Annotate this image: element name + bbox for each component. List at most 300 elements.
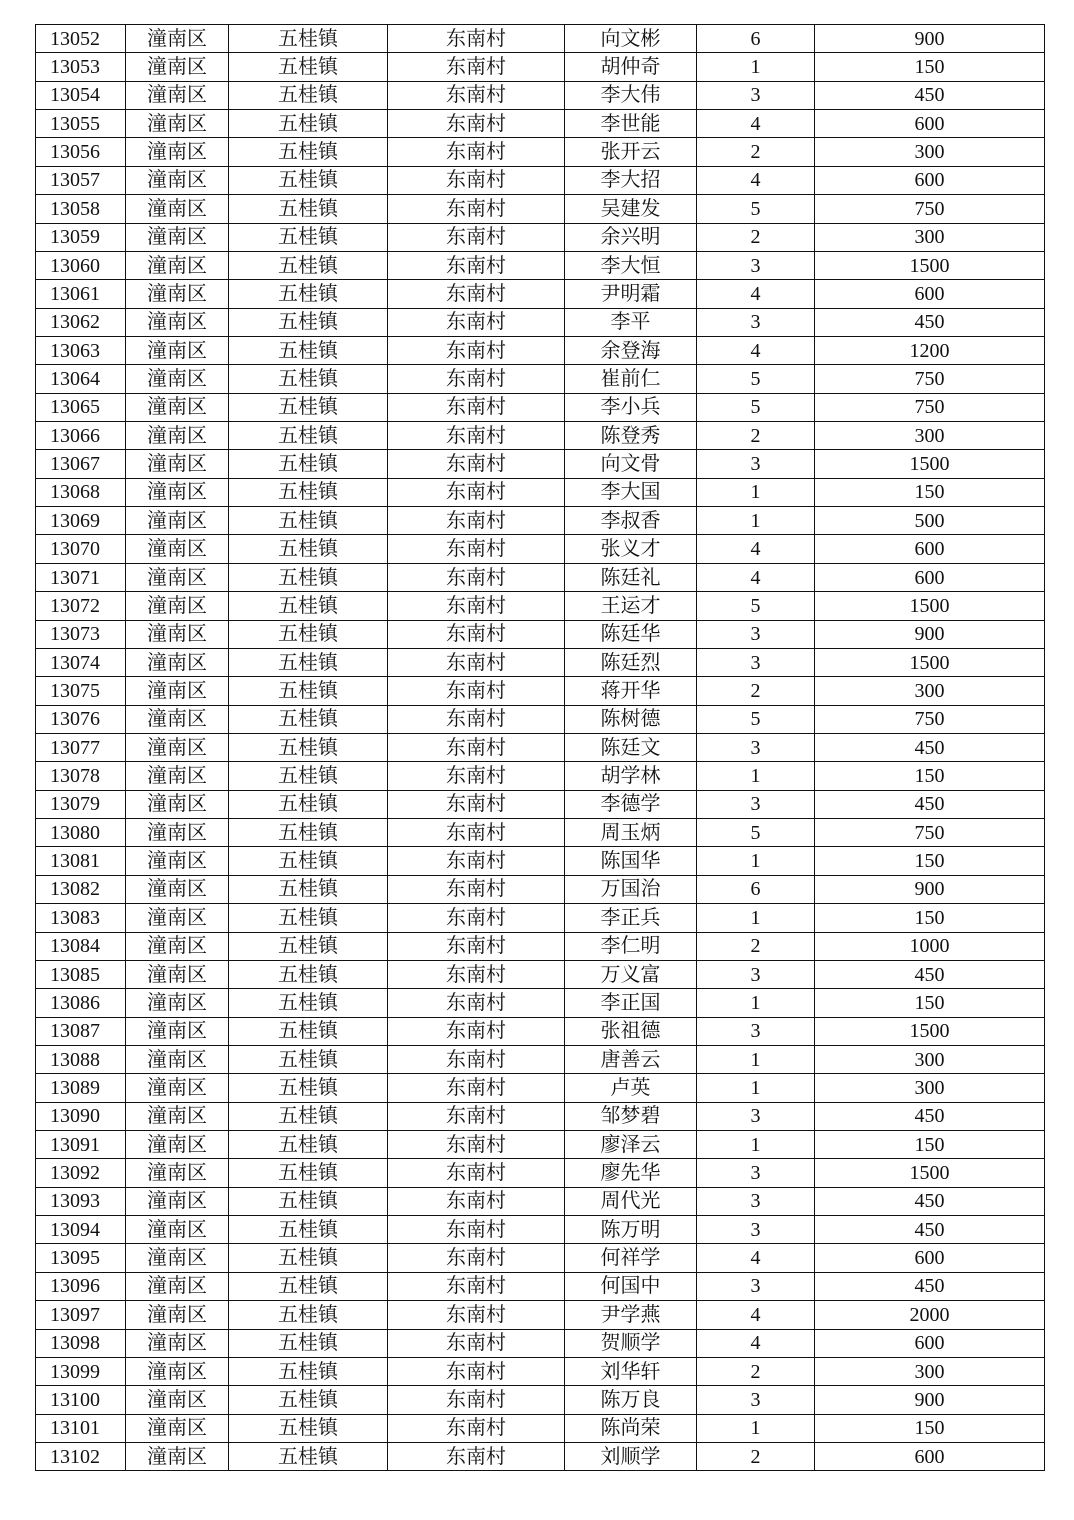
- cell-count: 2: [697, 932, 815, 960]
- cell-village: 东南村: [388, 507, 565, 535]
- cell-town: 五桂镇: [229, 393, 388, 421]
- cell-name: 李世能: [565, 110, 697, 138]
- cell-amount: 1500: [815, 1017, 1045, 1045]
- cell-id: 13085: [36, 960, 126, 988]
- cell-village: 东南村: [388, 166, 565, 194]
- cell-name: 李正国: [565, 989, 697, 1017]
- cell-district: 潼南区: [126, 989, 229, 1017]
- cell-count: 3: [697, 1187, 815, 1215]
- document-page: [35, 24, 1044, 1471]
- cell-village: 东南村: [388, 989, 565, 1017]
- cell-name: 周代光: [565, 1187, 697, 1215]
- cell-town: 五桂镇: [229, 138, 388, 166]
- cell-amount: 600: [815, 1329, 1045, 1357]
- cell-village: 东南村: [388, 478, 565, 506]
- cell-id: 13099: [36, 1357, 126, 1385]
- table-row: [36, 677, 1045, 705]
- cell-town: 五桂镇: [229, 110, 388, 138]
- table-row: [36, 762, 1045, 790]
- cell-count: 5: [697, 705, 815, 733]
- cell-count: 3: [697, 1102, 815, 1130]
- cell-count: 5: [697, 393, 815, 421]
- cell-count: 4: [697, 1301, 815, 1329]
- cell-village: 东南村: [388, 875, 565, 903]
- cell-id: 13084: [36, 932, 126, 960]
- table-row: [36, 1131, 1045, 1159]
- cell-amount: 150: [815, 762, 1045, 790]
- cell-count: 3: [697, 308, 815, 336]
- cell-district: 潼南区: [126, 535, 229, 563]
- cell-amount: 300: [815, 1357, 1045, 1385]
- cell-id: 13079: [36, 790, 126, 818]
- cell-count: 2: [697, 223, 815, 251]
- cell-village: 东南村: [388, 648, 565, 676]
- cell-district: 潼南区: [126, 280, 229, 308]
- cell-id: 13080: [36, 819, 126, 847]
- cell-amount: 1500: [815, 648, 1045, 676]
- cell-district: 潼南区: [126, 1216, 229, 1244]
- cell-town: 五桂镇: [229, 1187, 388, 1215]
- table-row: [36, 1216, 1045, 1244]
- cell-district: 潼南区: [126, 1017, 229, 1045]
- cell-amount: 300: [815, 223, 1045, 251]
- cell-name: 陈登秀: [565, 422, 697, 450]
- table-row: [36, 365, 1045, 393]
- cell-town: 五桂镇: [229, 478, 388, 506]
- cell-id: 13072: [36, 592, 126, 620]
- cell-amount: 2000: [815, 1301, 1045, 1329]
- cell-id: 13055: [36, 110, 126, 138]
- cell-district: 潼南区: [126, 1131, 229, 1159]
- cell-district: 潼南区: [126, 308, 229, 336]
- cell-village: 东南村: [388, 1159, 565, 1187]
- cell-district: 潼南区: [126, 450, 229, 478]
- table-row: [36, 81, 1045, 109]
- cell-town: 五桂镇: [229, 1386, 388, 1414]
- cell-amount: 450: [815, 1272, 1045, 1300]
- cell-id: 13101: [36, 1414, 126, 1442]
- table-row: [36, 280, 1045, 308]
- table-row: [36, 960, 1045, 988]
- cell-town: 五桂镇: [229, 904, 388, 932]
- cell-town: 五桂镇: [229, 1045, 388, 1073]
- cell-town: 五桂镇: [229, 166, 388, 194]
- cell-name: 卢英: [565, 1074, 697, 1102]
- cell-town: 五桂镇: [229, 365, 388, 393]
- cell-village: 东南村: [388, 195, 565, 223]
- cell-id: 13065: [36, 393, 126, 421]
- cell-id: 13061: [36, 280, 126, 308]
- cell-id: 13098: [36, 1329, 126, 1357]
- cell-id: 13082: [36, 875, 126, 903]
- table-row: [36, 308, 1045, 336]
- table-row: [36, 648, 1045, 676]
- cell-count: 5: [697, 819, 815, 847]
- table-row: [36, 705, 1045, 733]
- cell-village: 东南村: [388, 81, 565, 109]
- cell-town: 五桂镇: [229, 847, 388, 875]
- cell-village: 东南村: [388, 1386, 565, 1414]
- cell-town: 五桂镇: [229, 1301, 388, 1329]
- cell-town: 五桂镇: [229, 336, 388, 364]
- cell-town: 五桂镇: [229, 1159, 388, 1187]
- cell-amount: 600: [815, 535, 1045, 563]
- cell-amount: 1000: [815, 932, 1045, 960]
- cell-district: 潼南区: [126, 1414, 229, 1442]
- cell-village: 东南村: [388, 223, 565, 251]
- table-row: [36, 1102, 1045, 1130]
- cell-town: 五桂镇: [229, 1244, 388, 1272]
- cell-village: 东南村: [388, 1301, 565, 1329]
- cell-district: 潼南区: [126, 1386, 229, 1414]
- cell-id: 13093: [36, 1187, 126, 1215]
- cell-amount: 500: [815, 507, 1045, 535]
- cell-id: 13054: [36, 81, 126, 109]
- cell-village: 东南村: [388, 904, 565, 932]
- cell-town: 五桂镇: [229, 81, 388, 109]
- cell-district: 潼南区: [126, 733, 229, 761]
- cell-amount: 450: [815, 733, 1045, 761]
- cell-id: 13060: [36, 251, 126, 279]
- table-row: [36, 904, 1045, 932]
- cell-name: 向文骨: [565, 450, 697, 478]
- cell-name: 李仁明: [565, 932, 697, 960]
- cell-name: 陈万明: [565, 1216, 697, 1244]
- cell-village: 东南村: [388, 110, 565, 138]
- cell-village: 东南村: [388, 960, 565, 988]
- cell-id: 13076: [36, 705, 126, 733]
- table-row: [36, 25, 1045, 53]
- cell-district: 潼南区: [126, 336, 229, 364]
- cell-name: 陈廷华: [565, 620, 697, 648]
- cell-count: 2: [697, 138, 815, 166]
- cell-count: 6: [697, 25, 815, 53]
- cell-amount: 150: [815, 847, 1045, 875]
- cell-name: 张祖德: [565, 1017, 697, 1045]
- cell-name: 陈廷烈: [565, 648, 697, 676]
- cell-amount: 750: [815, 365, 1045, 393]
- cell-count: 4: [697, 1329, 815, 1357]
- cell-village: 东南村: [388, 251, 565, 279]
- cell-id: 13095: [36, 1244, 126, 1272]
- data-table: [35, 24, 1045, 1471]
- cell-count: 1: [697, 507, 815, 535]
- cell-town: 五桂镇: [229, 733, 388, 761]
- table-row: [36, 1442, 1045, 1470]
- cell-village: 东南村: [388, 790, 565, 818]
- cell-count: 5: [697, 365, 815, 393]
- cell-amount: 750: [815, 195, 1045, 223]
- cell-amount: 750: [815, 705, 1045, 733]
- cell-amount: 450: [815, 81, 1045, 109]
- cell-village: 东南村: [388, 1216, 565, 1244]
- cell-name: 李小兵: [565, 393, 697, 421]
- cell-village: 东南村: [388, 1272, 565, 1300]
- cell-name: 李正兵: [565, 904, 697, 932]
- cell-town: 五桂镇: [229, 960, 388, 988]
- cell-amount: 450: [815, 790, 1045, 818]
- table-row: [36, 1301, 1045, 1329]
- cell-amount: 300: [815, 677, 1045, 705]
- cell-town: 五桂镇: [229, 1102, 388, 1130]
- cell-town: 五桂镇: [229, 932, 388, 960]
- cell-village: 东南村: [388, 847, 565, 875]
- cell-village: 东南村: [388, 336, 565, 364]
- cell-district: 潼南区: [126, 223, 229, 251]
- cell-count: 1: [697, 904, 815, 932]
- table-row: [36, 195, 1045, 223]
- cell-name: 陈万良: [565, 1386, 697, 1414]
- cell-id: 13067: [36, 450, 126, 478]
- cell-count: 4: [697, 563, 815, 591]
- cell-id: 13074: [36, 648, 126, 676]
- cell-id: 13058: [36, 195, 126, 223]
- cell-count: 4: [697, 535, 815, 563]
- cell-id: 13087: [36, 1017, 126, 1045]
- table-row: [36, 1357, 1045, 1385]
- table-row: [36, 1414, 1045, 1442]
- cell-amount: 150: [815, 904, 1045, 932]
- cell-district: 潼南区: [126, 110, 229, 138]
- cell-district: 潼南区: [126, 1045, 229, 1073]
- cell-id: 13056: [36, 138, 126, 166]
- table-row: [36, 932, 1045, 960]
- cell-town: 五桂镇: [229, 1216, 388, 1244]
- cell-district: 潼南区: [126, 1159, 229, 1187]
- cell-amount: 450: [815, 1102, 1045, 1130]
- cell-id: 13071: [36, 563, 126, 591]
- cell-town: 五桂镇: [229, 251, 388, 279]
- cell-town: 五桂镇: [229, 280, 388, 308]
- cell-amount: 600: [815, 1442, 1045, 1470]
- cell-name: 何国中: [565, 1272, 697, 1300]
- cell-name: 张开云: [565, 138, 697, 166]
- cell-village: 东南村: [388, 762, 565, 790]
- cell-village: 东南村: [388, 393, 565, 421]
- table-row: [36, 1045, 1045, 1073]
- cell-name: 周玉炳: [565, 819, 697, 847]
- cell-village: 东南村: [388, 1357, 565, 1385]
- cell-village: 东南村: [388, 1329, 565, 1357]
- cell-amount: 900: [815, 1386, 1045, 1414]
- table-row: [36, 507, 1045, 535]
- cell-village: 东南村: [388, 53, 565, 81]
- cell-id: 13097: [36, 1301, 126, 1329]
- cell-district: 潼南区: [126, 1074, 229, 1102]
- cell-id: 13083: [36, 904, 126, 932]
- cell-count: 2: [697, 1357, 815, 1385]
- cell-count: 1: [697, 1045, 815, 1073]
- cell-district: 潼南区: [126, 875, 229, 903]
- cell-district: 潼南区: [126, 1357, 229, 1385]
- cell-count: 3: [697, 1386, 815, 1414]
- cell-amount: 300: [815, 1074, 1045, 1102]
- cell-id: 13100: [36, 1386, 126, 1414]
- cell-count: 3: [697, 1216, 815, 1244]
- cell-id: 13052: [36, 25, 126, 53]
- cell-village: 东南村: [388, 1244, 565, 1272]
- cell-town: 五桂镇: [229, 563, 388, 591]
- table-row: [36, 223, 1045, 251]
- table-row: [36, 478, 1045, 506]
- cell-count: 3: [697, 1159, 815, 1187]
- cell-id: 13102: [36, 1442, 126, 1470]
- cell-village: 东南村: [388, 677, 565, 705]
- cell-district: 潼南区: [126, 1187, 229, 1215]
- table-row: [36, 1187, 1045, 1215]
- cell-id: 13077: [36, 733, 126, 761]
- cell-id: 13090: [36, 1102, 126, 1130]
- cell-town: 五桂镇: [229, 1329, 388, 1357]
- cell-amount: 450: [815, 1216, 1045, 1244]
- table-row: [36, 1386, 1045, 1414]
- table-row: [36, 166, 1045, 194]
- table-row: [36, 450, 1045, 478]
- table-row: [36, 251, 1045, 279]
- cell-village: 东南村: [388, 1187, 565, 1215]
- cell-town: 五桂镇: [229, 1074, 388, 1102]
- cell-amount: 150: [815, 1414, 1045, 1442]
- cell-amount: 450: [815, 960, 1045, 988]
- cell-count: 3: [697, 790, 815, 818]
- cell-count: 2: [697, 677, 815, 705]
- cell-town: 五桂镇: [229, 705, 388, 733]
- table-row: [36, 1244, 1045, 1272]
- cell-name: 万义富: [565, 960, 697, 988]
- cell-amount: 150: [815, 989, 1045, 1017]
- cell-amount: 750: [815, 819, 1045, 847]
- cell-amount: 1200: [815, 336, 1045, 364]
- cell-id: 13092: [36, 1159, 126, 1187]
- cell-name: 余登海: [565, 336, 697, 364]
- cell-count: 2: [697, 1442, 815, 1470]
- cell-count: 3: [697, 1017, 815, 1045]
- cell-name: 王运才: [565, 592, 697, 620]
- cell-count: 5: [697, 195, 815, 223]
- cell-village: 东南村: [388, 1102, 565, 1130]
- cell-count: 3: [697, 620, 815, 648]
- cell-name: 向文彬: [565, 25, 697, 53]
- cell-amount: 300: [815, 422, 1045, 450]
- cell-count: 1: [697, 1074, 815, 1102]
- cell-name: 陈尚荣: [565, 1414, 697, 1442]
- cell-id: 13063: [36, 336, 126, 364]
- cell-amount: 1500: [815, 592, 1045, 620]
- cell-name: 李平: [565, 308, 697, 336]
- cell-village: 东南村: [388, 25, 565, 53]
- table-row: [36, 563, 1045, 591]
- cell-name: 陈树德: [565, 705, 697, 733]
- cell-village: 东南村: [388, 308, 565, 336]
- cell-count: 4: [697, 336, 815, 364]
- cell-district: 潼南区: [126, 620, 229, 648]
- cell-amount: 600: [815, 166, 1045, 194]
- table-row: [36, 847, 1045, 875]
- cell-town: 五桂镇: [229, 1131, 388, 1159]
- cell-id: 13096: [36, 1272, 126, 1300]
- cell-name: 尹学燕: [565, 1301, 697, 1329]
- cell-amount: 150: [815, 53, 1045, 81]
- cell-id: 13088: [36, 1045, 126, 1073]
- cell-name: 李德学: [565, 790, 697, 818]
- cell-id: 13070: [36, 535, 126, 563]
- cell-village: 东南村: [388, 450, 565, 478]
- cell-name: 吴建发: [565, 195, 697, 223]
- cell-count: 4: [697, 110, 815, 138]
- cell-district: 潼南区: [126, 1272, 229, 1300]
- cell-name: 唐善云: [565, 1045, 697, 1073]
- cell-count: 2: [697, 422, 815, 450]
- cell-village: 东南村: [388, 563, 565, 591]
- cell-count: 3: [697, 733, 815, 761]
- cell-amount: 150: [815, 478, 1045, 506]
- cell-village: 东南村: [388, 932, 565, 960]
- cell-id: 13057: [36, 166, 126, 194]
- table-row: [36, 1159, 1045, 1187]
- cell-village: 东南村: [388, 1074, 565, 1102]
- cell-name: 胡学林: [565, 762, 697, 790]
- cell-town: 五桂镇: [229, 1414, 388, 1442]
- cell-id: 13075: [36, 677, 126, 705]
- table-row: [36, 819, 1045, 847]
- cell-name: 余兴明: [565, 223, 697, 251]
- cell-amount: 1500: [815, 251, 1045, 279]
- cell-name: 陈廷礼: [565, 563, 697, 591]
- cell-name: 李叔香: [565, 507, 697, 535]
- cell-district: 潼南区: [126, 1442, 229, 1470]
- cell-amount: 450: [815, 1187, 1045, 1215]
- cell-town: 五桂镇: [229, 53, 388, 81]
- cell-district: 潼南区: [126, 904, 229, 932]
- cell-town: 五桂镇: [229, 450, 388, 478]
- cell-amount: 900: [815, 620, 1045, 648]
- cell-id: 13073: [36, 620, 126, 648]
- cell-village: 东南村: [388, 1442, 565, 1470]
- cell-district: 潼南区: [126, 1102, 229, 1130]
- cell-count: 3: [697, 450, 815, 478]
- cell-name: 何祥学: [565, 1244, 697, 1272]
- cell-name: 崔前仁: [565, 365, 697, 393]
- table-row: [36, 989, 1045, 1017]
- cell-id: 13069: [36, 507, 126, 535]
- cell-id: 13089: [36, 1074, 126, 1102]
- cell-district: 潼南区: [126, 762, 229, 790]
- cell-town: 五桂镇: [229, 1272, 388, 1300]
- cell-village: 东南村: [388, 280, 565, 308]
- cell-amount: 300: [815, 1045, 1045, 1073]
- cell-district: 潼南区: [126, 1301, 229, 1329]
- cell-district: 潼南区: [126, 960, 229, 988]
- table-row: [36, 1272, 1045, 1300]
- cell-count: 3: [697, 960, 815, 988]
- cell-district: 潼南区: [126, 251, 229, 279]
- cell-district: 潼南区: [126, 705, 229, 733]
- cell-name: 尹明霜: [565, 280, 697, 308]
- cell-id: 13078: [36, 762, 126, 790]
- cell-district: 潼南区: [126, 790, 229, 818]
- cell-district: 潼南区: [126, 932, 229, 960]
- cell-town: 五桂镇: [229, 308, 388, 336]
- cell-count: 5: [697, 592, 815, 620]
- cell-district: 潼南区: [126, 1244, 229, 1272]
- table-row: [36, 53, 1045, 81]
- table-row: [36, 422, 1045, 450]
- cell-name: 贺顺学: [565, 1329, 697, 1357]
- cell-count: 1: [697, 478, 815, 506]
- cell-town: 五桂镇: [229, 762, 388, 790]
- cell-count: 4: [697, 166, 815, 194]
- cell-name: 刘顺学: [565, 1442, 697, 1470]
